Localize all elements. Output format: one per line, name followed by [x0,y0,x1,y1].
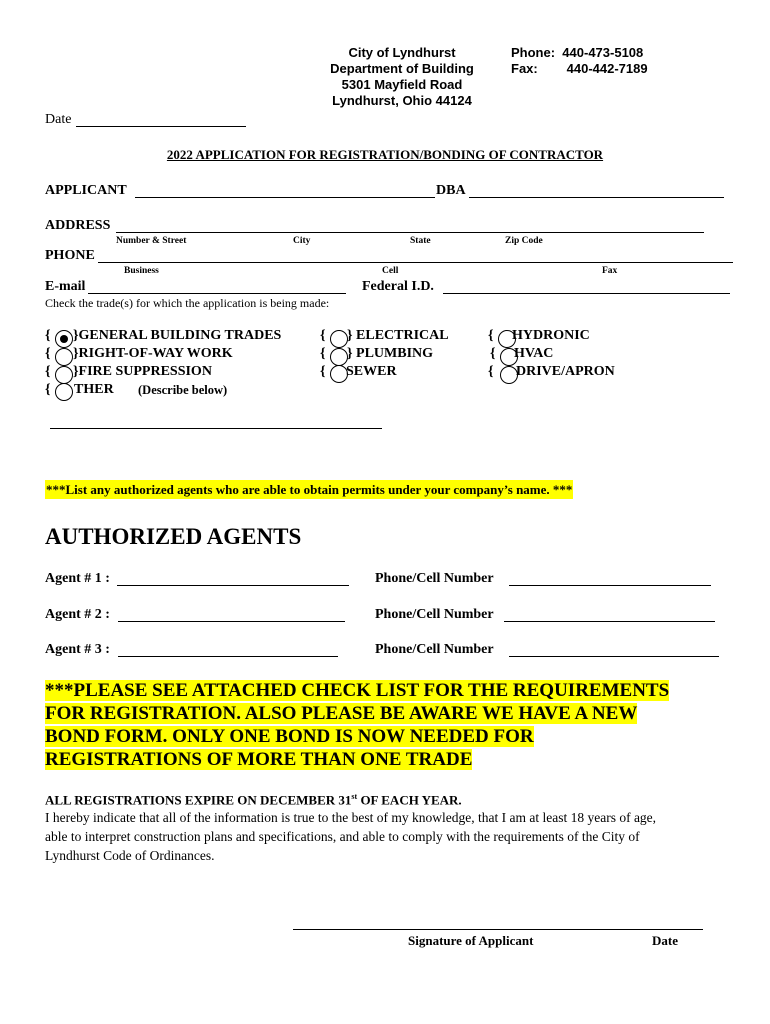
brace: { [45,364,51,379]
general-building-label: }GENERAL BUILDING TRADES [73,328,282,343]
department-name: Department of Building [330,61,474,76]
phone-field[interactable] [98,262,733,263]
requirements-notice [45,679,669,771]
certification-line-3: Lyndhurst Code of Ordinances. [45,848,215,863]
phone-sub-cell: Cell [382,266,399,276]
agent-2-phone-field[interactable] [504,621,715,622]
general-building-radio[interactable] [55,330,73,348]
date-field[interactable] [76,126,246,127]
plumbing-label: } PLUMBING [347,346,434,361]
right-of-way-label: }RIGHT-OF-WAY WORK [73,346,233,361]
fire-suppression-label: }FIRE SUPPRESSION [73,364,212,379]
agent-1-phone-label: Phone/Cell Number [375,571,494,586]
federal-id-field[interactable] [443,293,730,294]
email-label: E-mail [45,279,86,294]
email-field[interactable] [88,293,346,294]
sewer-label: SEWER [346,364,397,379]
notice-line-2: FOR REGISTRATION. ALSO PLEASE BE AWARE WE HAVE A NEW [45,703,638,724]
signature-field[interactable] [293,929,703,930]
phone-sub-fax: Fax [602,266,618,276]
hydronic-label: HYDRONIC [512,328,590,343]
address-field[interactable] [116,232,704,233]
certification-text [45,808,656,865]
city-name: City of Lyndhurst [348,45,456,60]
agent-3-field[interactable] [118,656,338,657]
expiry-sup: st [351,792,358,801]
applicant-field[interactable] [135,197,435,198]
trade-instruction: Check the trade(s) for which the application is being made: [45,296,330,310]
brace: { [320,346,326,361]
certification-line-2: able to interpret construction plans and specifications, and able to comply with the requirements of the City of [45,829,640,844]
other-label: THER [74,382,114,397]
address-sub-zip: Zip Code [505,236,543,246]
agent-1-phone-field[interactable] [509,585,711,586]
agent-3-label: Agent # 3 : [45,642,110,657]
notice-line-4: REGISTRATIONS OF MORE THAN ONE TRADE [45,749,473,770]
electrical-label: } ELECTRICAL [347,328,449,343]
federal-id-label: Federal I.D. [362,279,434,294]
date-label: Date [45,112,72,127]
signature-date-label: Date [652,933,678,948]
agents-heading: AUTHORIZED AGENTS [45,524,302,549]
phone-label: Phone: [511,45,556,60]
electrical-radio[interactable] [330,330,348,348]
expiry-prefix: ALL REGISTRATIONS EXPIRE ON DECEMBER 31 [45,792,352,808]
agent-3-phone-label: Phone/Cell Number [375,642,494,657]
contact-block [511,45,648,77]
fax-label: Fax: [511,61,538,76]
address-label: ADDRESS [45,218,111,233]
agent-2-field[interactable] [118,621,345,622]
other-note: (Describe below) [138,383,228,397]
hvac-label: HVAC [514,346,554,361]
applicant-label: APPLICANT [45,183,127,198]
right-of-way-radio[interactable] [55,348,73,366]
notice-line-1: ***PLEASE SEE ATTACHED CHECK LIST FOR THE REQUIREMENTS [45,680,670,701]
fire-suppression-radio[interactable] [55,366,73,384]
agent-1-field[interactable] [117,585,349,586]
brace: { [488,364,494,379]
brace: { [320,364,326,379]
brace: { [490,346,496,361]
drive-apron-label: DRIVE/APRON [516,364,615,379]
agent-2-phone-label: Phone/Cell Number [375,607,494,622]
agents-notice-text: ***List any authorized agents who are able to obtain permits under your company’s name. *** [46,482,573,497]
signature-label: Signature of Applicant [408,933,534,948]
dba-field[interactable] [469,197,724,198]
brace: { [488,328,494,343]
city-address-block [318,45,486,109]
notice-line-3: BOND FORM. ONLY ONE BOND IS NOW NEEDED FOR [45,726,534,747]
agent-2-label: Agent # 2 : [45,607,110,622]
agent-1-label: Agent # 1 : [45,571,110,586]
brace: { [45,382,51,397]
address-sub-street: Number & Street [116,236,187,246]
brace: { [45,346,51,361]
address-sub-state: State [410,236,431,246]
phone-field-label: PHONE [45,248,95,263]
fax-value: 440-442-7189 [566,61,648,76]
form-title: 2022 APPLICATION FOR REGISTRATION/BONDING OF CONTRACTOR [166,147,604,162]
brace: { [45,328,51,343]
address-sub-city: City [293,236,311,246]
city-state-zip: Lyndhurst, Ohio 44124 [332,93,472,108]
phone-value: 440-473-5108 [562,45,644,60]
dba-label: DBA [436,183,466,198]
agent-3-phone-field[interactable] [509,656,719,657]
expiry-suffix: OF EACH YEAR. [357,792,462,808]
agents-notice [45,482,573,498]
expiry-notice [45,792,462,808]
certification-line-1: I hereby indicate that all of the information is true to the best of my knowledge, that I am at least 18 years of age, [45,810,657,825]
phone-sub-business: Business [124,266,159,276]
brace: { [320,328,326,343]
other-radio[interactable] [55,383,73,401]
street-address: 5301 Mayfield Road [341,77,463,92]
other-description-field[interactable] [50,428,382,429]
